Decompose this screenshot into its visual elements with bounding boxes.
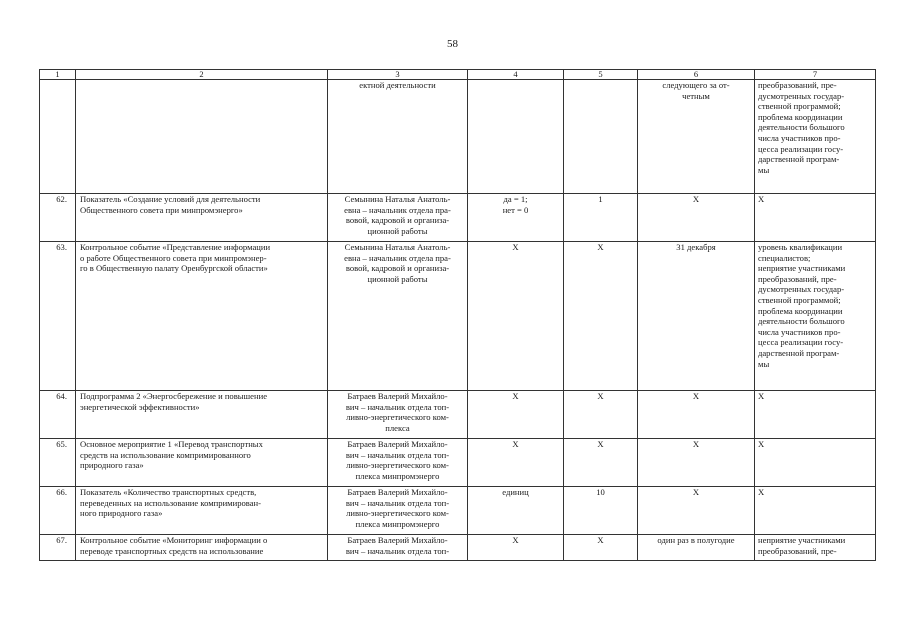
- row-value: [564, 80, 638, 194]
- page-number: 58: [447, 38, 458, 50]
- row-risks: Х: [755, 194, 876, 242]
- row-responsible: Батраев Валерий Михайло- вич – начальник отдела топ- ливно-энергетического ком- плекса минпромэнерго: [328, 487, 468, 535]
- row-unit: единиц: [468, 487, 564, 535]
- row-responsible: ектной деятельности: [328, 80, 468, 194]
- row-name: Основное мероприятие 1 «Перевод транспортных средств на использование компримированного природного газа»: [76, 439, 328, 487]
- row-name: [76, 80, 328, 194]
- row-responsible: Семынина Наталья Анатоль- евна – начальник отдела пра- вовой, кадровой и организа- ционной работы: [328, 242, 468, 391]
- row-number: 63.: [40, 242, 76, 391]
- row-deadline: Х: [638, 487, 755, 535]
- row-risks: неприятие участниками преобразований, пре-: [755, 535, 876, 561]
- row-name: Контрольное событие «Представление информации о работе Общественного совета при минпромэнер- го в Общественную палату Оренбургской области»: [76, 242, 328, 391]
- program-table: [39, 69, 876, 561]
- column-number: 7: [755, 70, 876, 80]
- row-unit: Х: [468, 535, 564, 561]
- row-value: Х: [564, 391, 638, 439]
- column-number: 3: [328, 70, 468, 80]
- row-unit: [468, 80, 564, 194]
- table-row: [40, 487, 876, 535]
- row-deadline: Х: [638, 391, 755, 439]
- column-number: 4: [468, 70, 564, 80]
- row-unit: Х: [468, 242, 564, 391]
- row-risks: Х: [755, 439, 876, 487]
- row-number: 64.: [40, 391, 76, 439]
- column-number-row: [40, 70, 876, 80]
- table-row: [40, 391, 876, 439]
- row-number: 62.: [40, 194, 76, 242]
- row-unit: Х: [468, 391, 564, 439]
- row-risks: преобразований, пре- дусмотренных государ- ственной программой; проблема координации деятельности большого числа участников про- цесса реализации госу- дарственной програм- мы: [755, 80, 876, 194]
- row-value: Х: [564, 439, 638, 487]
- table-row: [40, 80, 876, 194]
- row-unit: Х: [468, 439, 564, 487]
- table-row: [40, 242, 876, 391]
- row-unit: да = 1; нет = 0: [468, 194, 564, 242]
- row-number: 67.: [40, 535, 76, 561]
- table-row: [40, 439, 876, 487]
- column-number: 2: [76, 70, 328, 80]
- row-number: 65.: [40, 439, 76, 487]
- table-row: [40, 194, 876, 242]
- row-number: [40, 80, 76, 194]
- row-name: Подпрограмма 2 «Энергосбережение и повышение энергетической эффективности»: [76, 391, 328, 439]
- row-number: 66.: [40, 487, 76, 535]
- row-risks: Х: [755, 487, 876, 535]
- row-risks: уровень квалификации специалистов; неприятие участниками преобразований, пре- дусмотренных государ- ственной программой; проблема координации деятельности большого числа участников про- цесса реализации госу- дарственной програм- мы: [755, 242, 876, 391]
- row-responsible: Батраев Валерий Михайло- вич – начальник отдела топ- ливно-энергетического ком- плекса: [328, 391, 468, 439]
- row-deadline: Х: [638, 194, 755, 242]
- row-deadline: один раз в полугодие: [638, 535, 755, 561]
- row-name: Контрольное событие «Мониторинг информации о переводе транспортных средств на использование: [76, 535, 328, 561]
- row-responsible: Семынина Наталья Анатоль- евна – начальник отдела пра- вовой, кадровой и организа- ционной работы: [328, 194, 468, 242]
- row-risks: Х: [755, 391, 876, 439]
- row-name: Показатель «Создание условий для деятельности Общественного совета при минпромэнерго»: [76, 194, 328, 242]
- row-value: 10: [564, 487, 638, 535]
- row-value: Х: [564, 242, 638, 391]
- row-deadline: 31 декабря: [638, 242, 755, 391]
- table-row: [40, 535, 876, 561]
- row-deadline: Х: [638, 439, 755, 487]
- row-name: Показатель «Количество транспортных средств, переведенных на использование компримирован- ного природного газа»: [76, 487, 328, 535]
- row-responsible: Батраев Валерий Михайло- вич – начальник отдела топ- ливно-энергетического ком- плекса минпромэнерго: [328, 439, 468, 487]
- column-number: 6: [638, 70, 755, 80]
- row-value: Х: [564, 535, 638, 561]
- column-number: 1: [40, 70, 76, 80]
- row-value: 1: [564, 194, 638, 242]
- row-responsible: Батраев Валерий Михайло- вич – начальник отдела топ-: [328, 535, 468, 561]
- row-deadline: следующего за от- четным: [638, 80, 755, 194]
- column-number: 5: [564, 70, 638, 80]
